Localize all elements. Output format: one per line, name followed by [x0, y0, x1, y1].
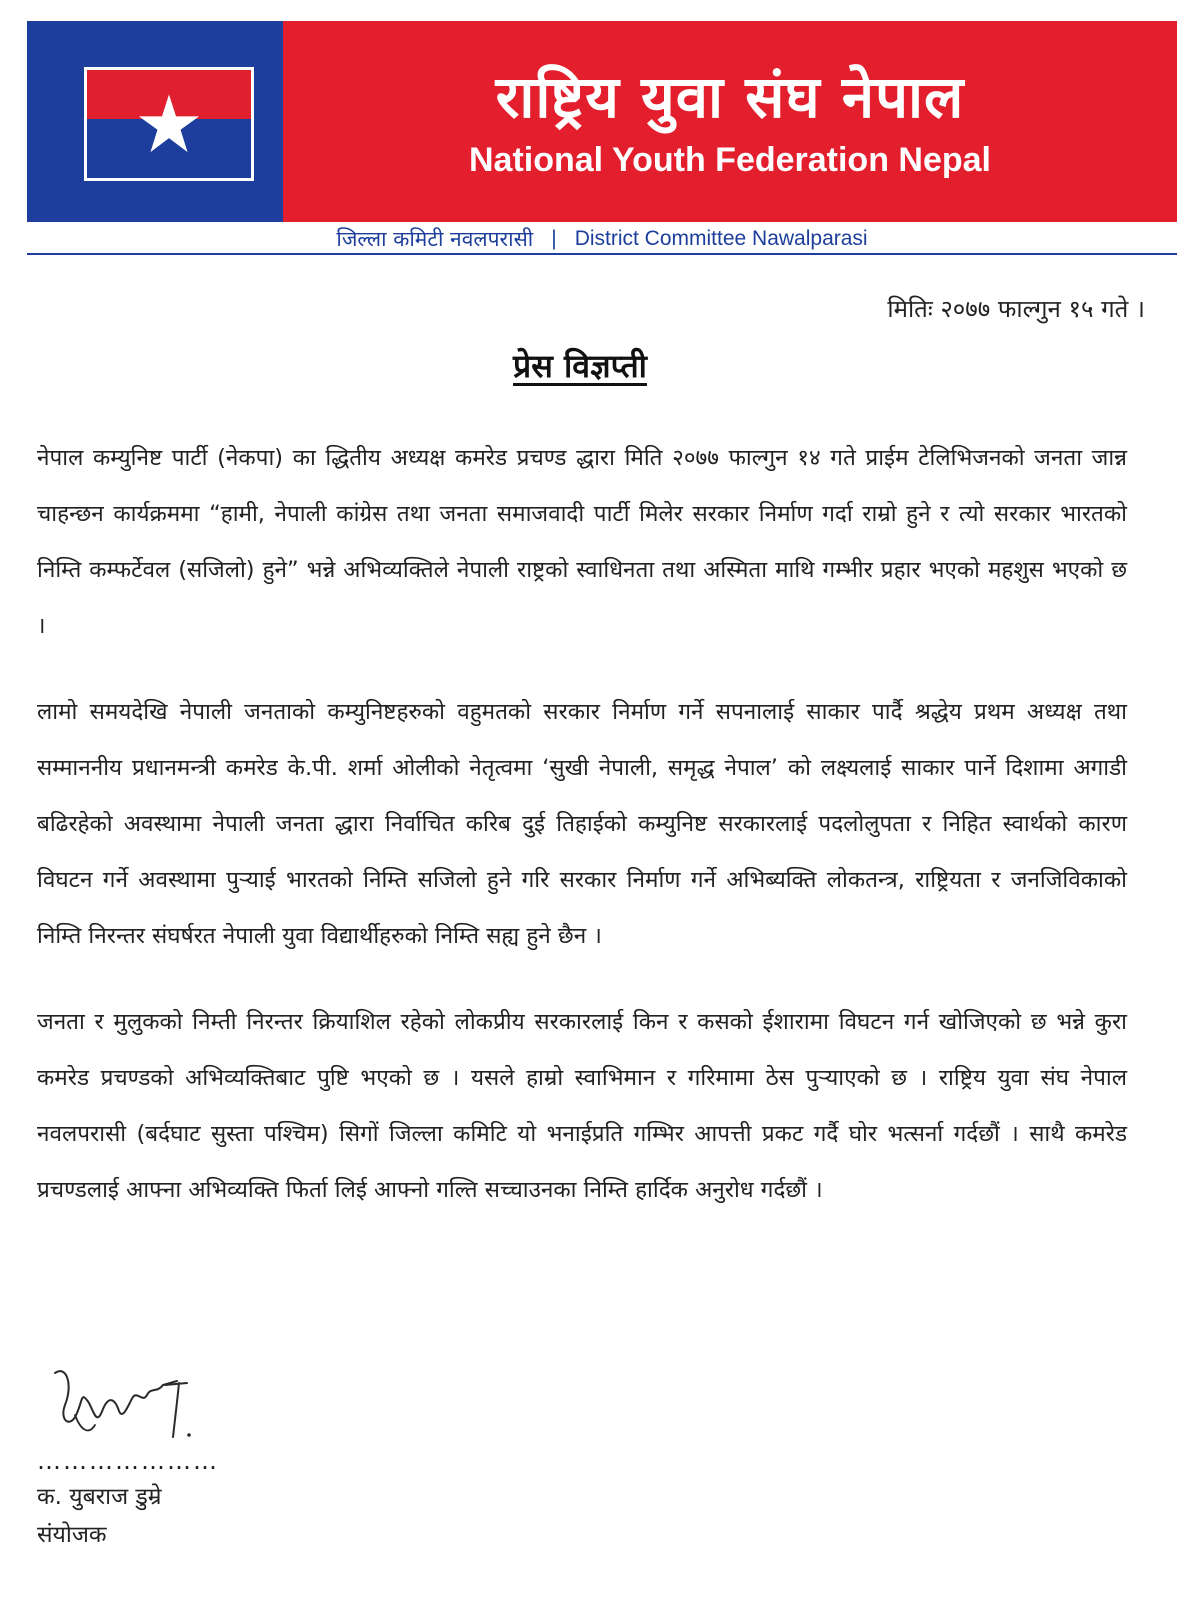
organization-name-english: National Youth Federation Nepal: [468, 140, 992, 179]
signature-line: …………………: [37, 1447, 219, 1475]
flag-star-icon: [84, 67, 254, 181]
committee-nepali: जिल्ला कमिटी नवलपरासी: [336, 227, 534, 251]
paragraph-3: जनता र मुलुकको निम्ती निरन्तर क्रियाशिल रहेको लोकप्रीय सरकारलाई किन र कसको ईशारामा विघटन गर्न खोजिएको छ भन्ने कुरा कमरेड प्रचण्डको अभिव्यक्तिबाट पुष्टि भएको छ । यसले हाम्रो स्वाभिमान र गरिमामा ठेस पुर्‍याएको छ । राष्ट्रिय युवा संघ नेपाल नवलपरासी (बर्दघाट सुस्ता पश्चिम) सिगों जिल्ला कमिटि यो भनाईप्रति गम्भिर आपत्ती प्रकट गर्दै घोर भत्सर्ना गर्दछौं । साथै कमरेड प्रचण्डलाई आफ्ना अभिव्यक्ति फिर्ता लिई आफ्नो गल्ति सच्चाउनका निम्ति हार्दिक अनुरोध गर्दछौं ।: [37, 1009, 1127, 1203]
star-icon: [137, 92, 201, 156]
document-date: मितिः २०७७ फाल्गुन १५ गते ।: [887, 295, 1145, 323]
committee-line: [27, 225, 1177, 255]
paragraph-1: नेपाल कम्युनिष्ट पार्टी (नेकपा) का द्धितीय अध्यक्ष कमरेड प्रचण्ड द्धारा मिति २०७७ फाल्गुन १४ गते प्राईम टेलिभिजनको जनता जान्न चाहन्छन कार्यक्रममा “हामी, नेपाली कांग्रेस तथा जनता समाजवादी पार्टी मिलेर सरकार निर्माण गर्दा राम्रो हुने र त्यो सरकार भारतको निम्ति कम्फर्टेवल (सजिलो) हुने” भन्ने अभिव्यक्तिले नेपाली राष्ट्रको स्वाधिनता तथा अस्मिता माथि गम्भीर प्रहार भएको महशुस भएको छ ।: [37, 445, 1127, 639]
document-body: [37, 430, 1127, 1248]
logo-panel: [27, 21, 283, 222]
document-title: [0, 344, 1160, 387]
document-title-text: प्रेस विज्ञप्ती: [513, 347, 647, 385]
signatory-role: संयोजक: [37, 1522, 107, 1548]
letterhead: [27, 21, 1177, 222]
signatory-name: क. युबराज डुम्रे: [37, 1484, 162, 1510]
committee-separator: |: [551, 227, 557, 250]
organization-name-nepali: राष्ट्रिय युवा संघ नेपाल: [495, 62, 965, 131]
title-panel: [283, 21, 1177, 222]
handwritten-signature: [37, 1355, 237, 1450]
committee-english: District Committee Nawalparasi: [574, 227, 868, 250]
paragraph-2: लामो समयदेखि नेपाली जनताको कम्युनिष्टहरुको वहुमतको सरकार निर्माण गर्ने सपनालाई साकार पार्दै श्रद्धेय प्रथम अध्यक्ष तथा सम्माननीय प्रधानमन्त्री कमरेड के.पी. शर्मा ओलीको नेतृत्वमा ‘सुखी नेपाली, समृद्ध नेपाल’ को लक्ष्यलाई साकार पार्ने दिशामा अगाडी बढिरहेको अवस्थामा नेपाली जनता द्धारा निर्वाचित करिब दुई तिहाईको कम्युनिष्ट सरकारलाई पदलोलुपता र निहित स्वार्थको कारण विघटन गर्ने अवस्थामा पुर्‍याई भारतको निम्ति सजिलो हुने गरि सरकार निर्माण गर्ने अभिब्यक्ति लोकतन्त्र, राष्ट्रियता र जनजिविकाको निम्ति निरन्तर संघर्षरत नेपाली युवा विद्यार्थीहरुको निम्ति सह्य हुने छैन ।: [37, 699, 1127, 949]
